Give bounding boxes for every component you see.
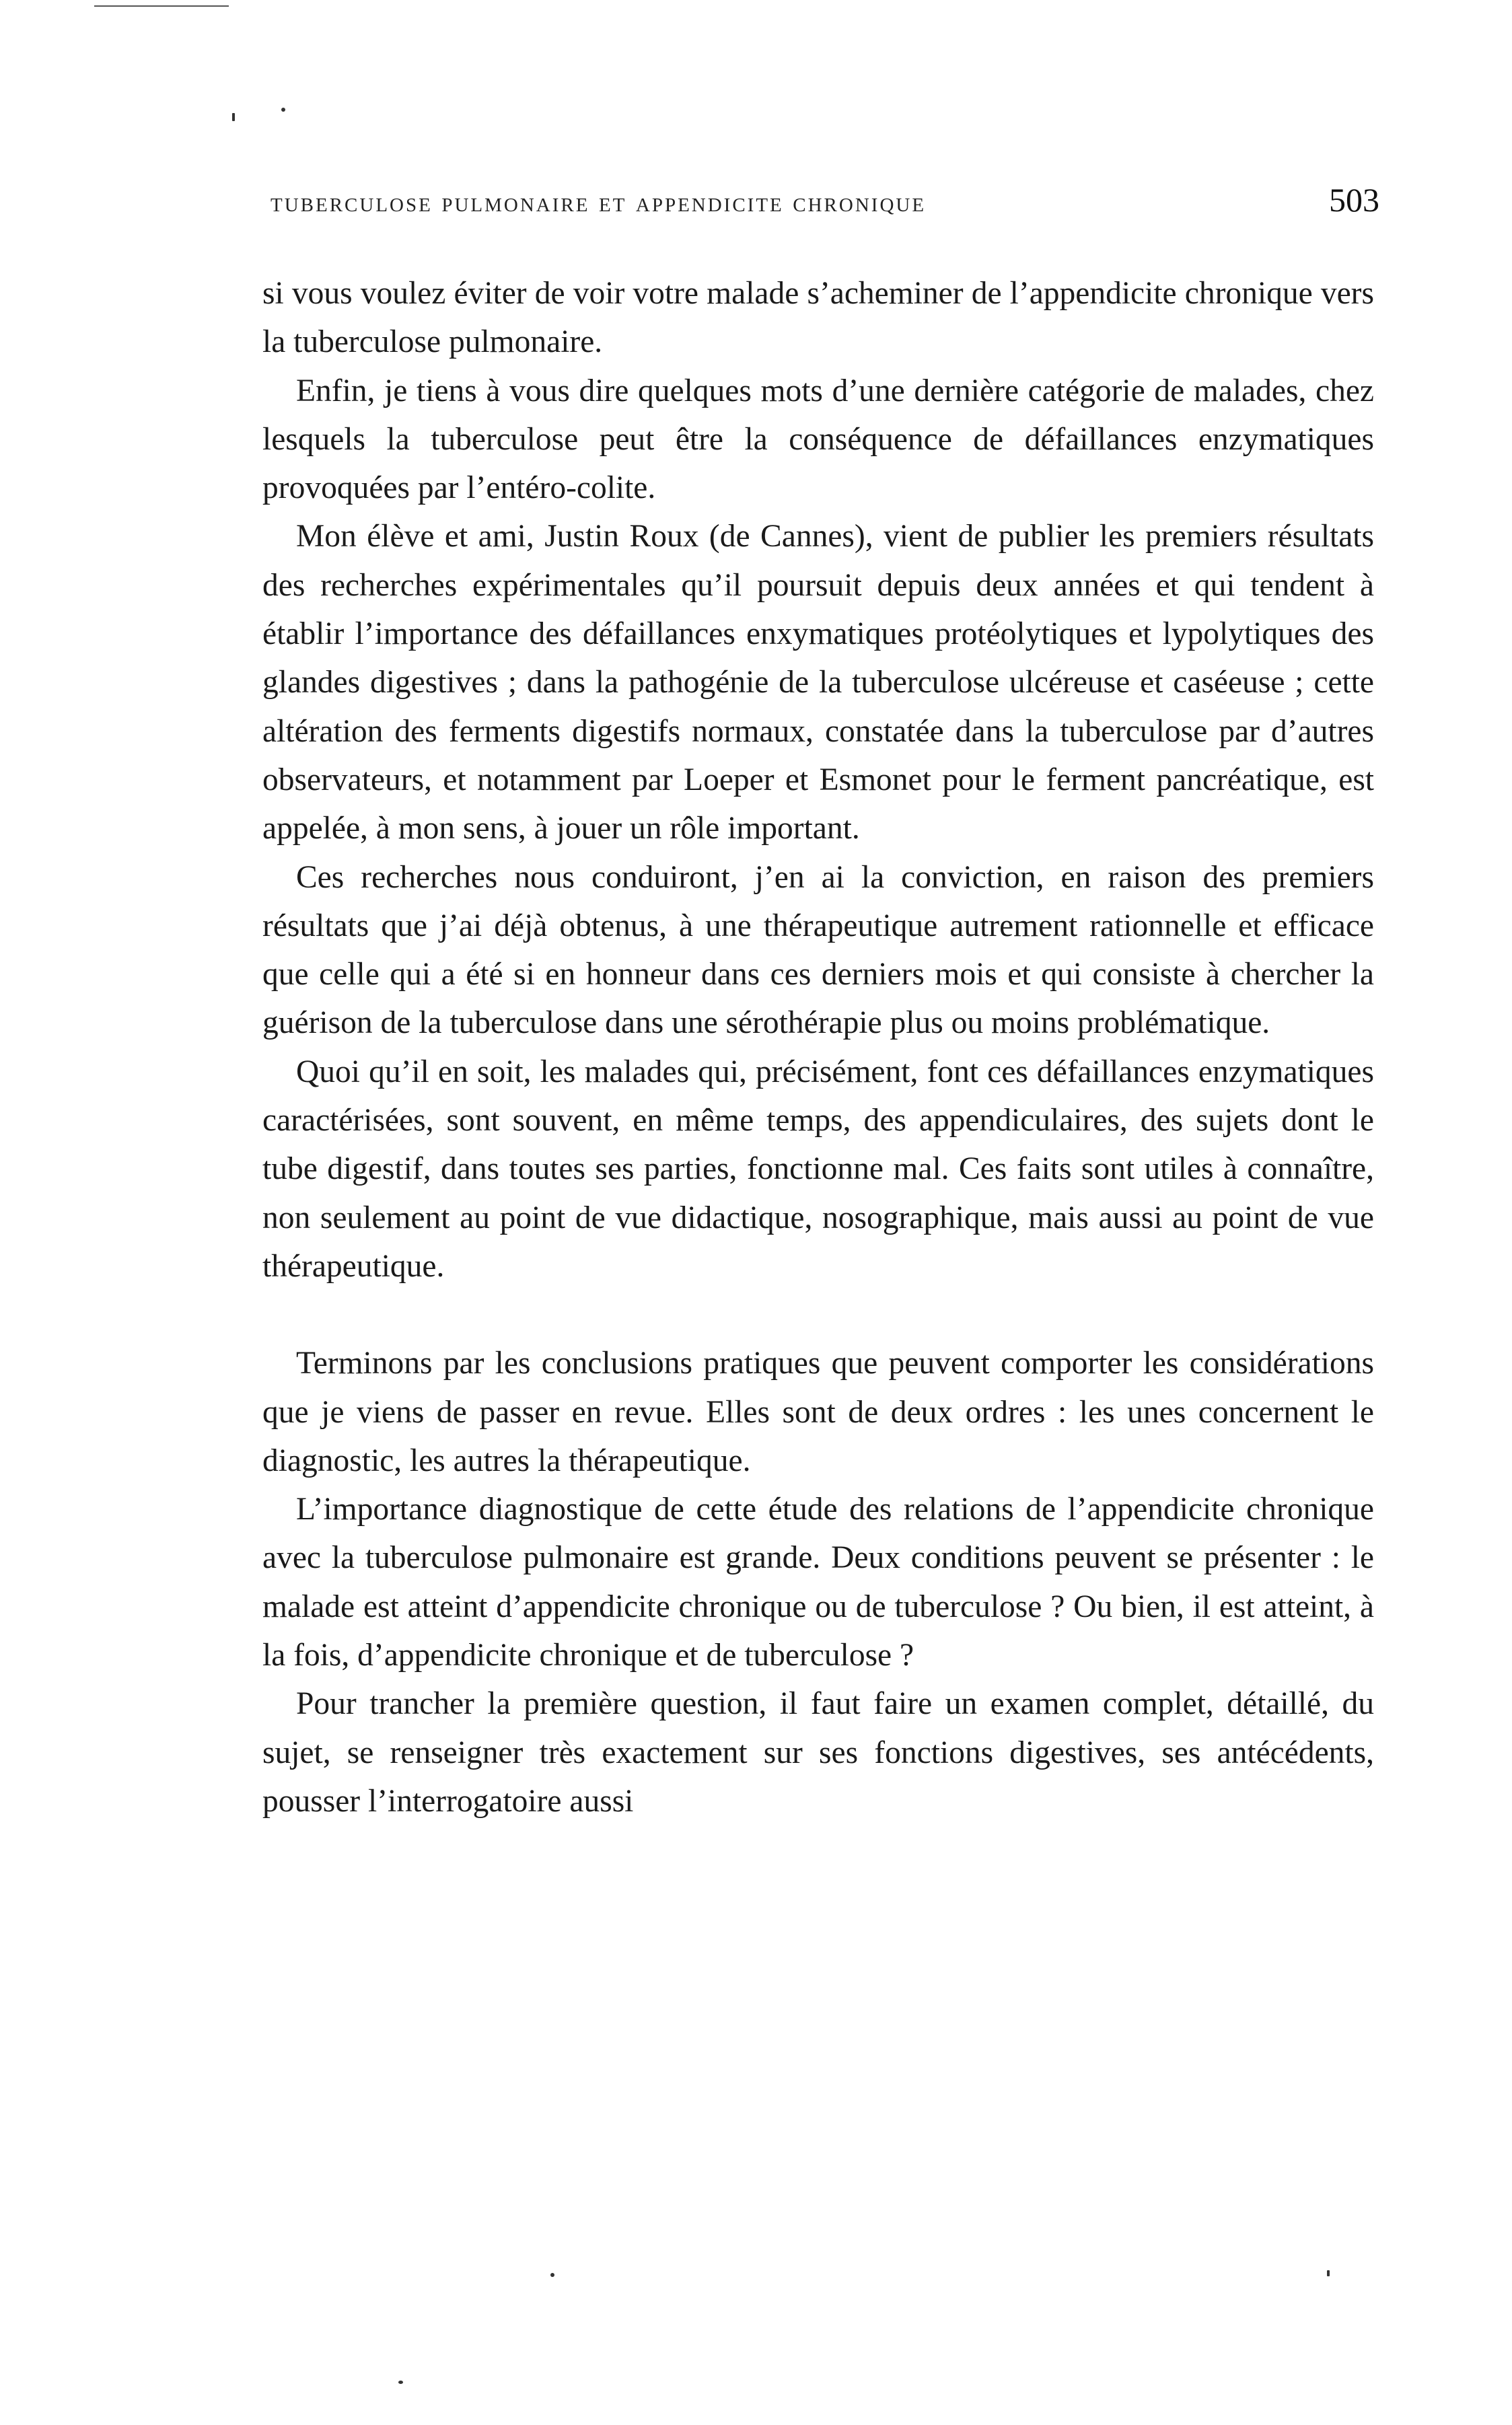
page-body bbox=[262, 269, 1374, 1825]
running-head: tuberculose pulmonaire et appendicite chronique bbox=[271, 187, 927, 218]
paragraph: Terminons par les conclusions pratiques que peuvent comporter les considérations que je viens de passer en revue. Elles sont de deux ordres : les unes concernent le diagnostic, les autres la thérapeutique. bbox=[262, 1346, 1374, 1478]
scan-speck bbox=[1327, 2270, 1330, 2276]
scan-speck bbox=[398, 2381, 403, 2384]
scan-speck bbox=[550, 2273, 554, 2277]
paragraph: Pour trancher la première question, il faut faire un examen complet, détaillé, du sujet, se renseigner très exactement sur ses fonctions digestives, ses antécédents, pousser l’interrogatoire aussi bbox=[262, 1686, 1374, 1819]
scan-edge-mark bbox=[94, 5, 229, 7]
paragraph: Enfin, je tiens à vous dire quelques mots d’une dernière catégorie de malades, chez lesquels la tuberculose peut être la conséquence de défaillances enzymatiques provoquées par l’entéro-colite. bbox=[262, 373, 1374, 506]
page-number: 503 bbox=[1329, 181, 1379, 219]
paragraph: si vous voulez éviter de voir votre malade s’acheminer de l’appendicite chronique vers la tuberculose pulmonaire. bbox=[262, 276, 1374, 360]
scan-speck bbox=[232, 113, 235, 121]
paragraph: Mon élève et ami, Justin Roux (de Cannes), vient de publier les premiers résultats des recherches expérimentales qu’il poursuit depuis deux années et qui tendent à établir l’importance des défaillances enxymatiques protéolytiques et lypolytiques des glandes digestives ; dans la pathogénie de la tuberculose ulcéreuse et caséeuse ; cette altération des ferments digestifs normaux, constatée dans la tuberculose par d’autres observateurs, et notamment par Loeper et Esmonet pour le ferment pancréatique, est appelée, à mon sens, à jouer un rôle important. bbox=[262, 519, 1374, 846]
paragraph: Quoi qu’il en soit, les malades qui, précisément, font ces défaillances enzymatiques caractérisées, sont souvent, en même temps, des appendiculaires, des sujets dont le tube digestif, dans toutes ses parties, fonctionne mal. Ces faits sont utiles à connaître, non seulement au point de vue didactique, nosographique, mais aussi au point de vue thérapeutique. bbox=[262, 1054, 1374, 1284]
page-header bbox=[271, 180, 1379, 234]
paragraph: L’importance diagnostique de cette étude des relations de l’appendicite chronique avec la tuberculose pulmonaire est grande. Deux conditions peuvent se présenter : le malade est atteint d’appendicite chronique ou de tuberculose ? Ou bien, il est atteint, à la fois, d’appendicite chronique et de tuberculose ? bbox=[262, 1492, 1374, 1673]
paragraph: Ces recherches nous conduiront, j’en ai la conviction, en raison des premiers résultats que j’ai déjà obtenus, à une thérapeutique autrement rationnelle et efficace que celle qui a été si en honneur dans ces derniers mois et qui consiste à chercher la guérison de la tuberculose dans une sérothérapie plus ou moins problématique. bbox=[262, 859, 1374, 1041]
scan-speck bbox=[281, 108, 285, 112]
